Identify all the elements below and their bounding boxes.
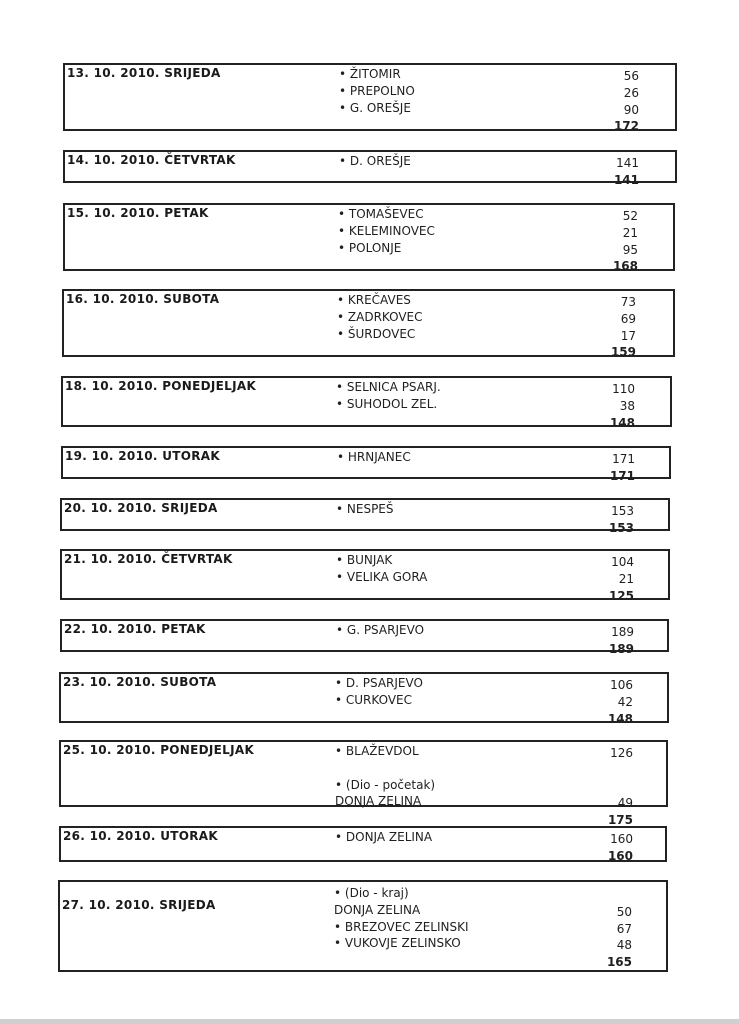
village-list xyxy=(337,449,411,466)
village-name: • (Dio - početak) xyxy=(335,777,436,792)
day-total: 141 xyxy=(613,172,639,187)
day-date: 15. 10. 2010. PETAK xyxy=(67,206,209,220)
village-count: 160 xyxy=(610,832,633,846)
day-block xyxy=(62,289,675,360)
day-block xyxy=(63,203,675,274)
village-name xyxy=(335,760,435,777)
village-list xyxy=(337,292,423,342)
village-count xyxy=(572,887,632,904)
village-name: • KREČAVES xyxy=(337,293,411,307)
day-date: 19. 10. 2010. UTORAK xyxy=(65,449,220,463)
village-name: DONJA ZELINA xyxy=(335,794,422,809)
day-date: 23. 10. 2010. SUBOTA xyxy=(63,675,217,689)
village-name: • BUNJAK xyxy=(336,553,393,567)
village-count: 21 xyxy=(622,225,638,240)
day-total: 160 xyxy=(607,848,633,863)
village-name: • HRNJANEC xyxy=(337,450,411,464)
village-name: • BREZOVEC ZELINSKI xyxy=(334,919,469,934)
village-count: 90 xyxy=(623,102,639,117)
count-column xyxy=(575,451,635,485)
village-count: 50 xyxy=(616,904,632,919)
day-date: 25. 10. 2010. PONEDJELJAK xyxy=(63,743,255,757)
village-list xyxy=(336,501,394,518)
village-count: 42 xyxy=(617,694,633,709)
village-list xyxy=(334,885,469,952)
village-list xyxy=(336,379,441,413)
village-count: 21 xyxy=(618,571,634,586)
day-block xyxy=(59,826,667,862)
village-count: 48 xyxy=(616,938,632,953)
village-count xyxy=(573,762,633,779)
day-total: 148 xyxy=(609,415,635,430)
day-date: 16. 10. 2010. SUBOTA xyxy=(66,292,220,306)
day-block xyxy=(61,446,671,483)
village-list xyxy=(336,552,427,586)
count-column xyxy=(573,745,633,829)
day-total: 171 xyxy=(609,468,635,483)
day-block xyxy=(63,150,677,187)
village-count: 95 xyxy=(622,242,638,257)
day-block xyxy=(63,63,677,134)
count-column xyxy=(574,503,634,537)
village-name: DONJA ZELINA xyxy=(334,902,421,917)
village-count: 38 xyxy=(619,398,635,413)
day-date: 18. 10. 2010. PONEDJELJAK xyxy=(65,379,257,393)
day-block xyxy=(60,619,669,656)
day-block xyxy=(59,740,668,828)
village-count: 104 xyxy=(611,555,634,569)
village-name: • VELIKA GORA xyxy=(336,569,428,584)
count-column xyxy=(573,831,633,865)
village-count: 141 xyxy=(616,156,639,170)
day-date: 27. 10. 2010. SRIJEDA xyxy=(62,898,216,912)
village-name: • ŽITOMIR xyxy=(339,67,401,81)
count-column xyxy=(574,554,634,604)
village-name: • G. PSARJEVO xyxy=(336,623,425,637)
count-column xyxy=(574,624,634,658)
village-name: • TOMAŠEVEC xyxy=(338,207,424,221)
village-count: 153 xyxy=(611,504,634,518)
day-date: 21. 10. 2010. ČETVRTAK xyxy=(64,552,233,566)
day-block xyxy=(61,376,672,430)
day-block xyxy=(58,880,668,972)
count-column xyxy=(575,381,635,431)
village-name: • SUHODOL ZEL. xyxy=(336,396,438,411)
village-name: • PREPOLNO xyxy=(339,83,415,98)
village-name: • KELEMINOVEC xyxy=(338,223,435,238)
village-name: • BLAŽEVDOL xyxy=(335,744,419,758)
village-count: 106 xyxy=(610,678,633,692)
village-list xyxy=(339,153,411,170)
village-count: 69 xyxy=(620,311,636,326)
day-block xyxy=(60,549,670,603)
day-date: 26. 10. 2010. UTORAK xyxy=(63,829,218,843)
village-name: • DONJA ZELINA xyxy=(335,830,433,844)
village-count: 126 xyxy=(610,746,633,760)
village-count: 26 xyxy=(623,85,639,100)
village-list xyxy=(335,743,435,810)
village-name: • ŠURDOVEC xyxy=(337,326,416,341)
village-name: • D. PSARJEVO xyxy=(335,676,423,690)
count-column xyxy=(576,294,636,361)
village-name: • CURKOVEC xyxy=(335,692,413,707)
village-list xyxy=(336,622,424,639)
day-total: 168 xyxy=(612,259,638,274)
village-count: 56 xyxy=(623,69,639,83)
village-count: 110 xyxy=(612,382,635,396)
village-count: 49 xyxy=(617,796,633,811)
village-count: 17 xyxy=(620,328,636,343)
village-count: 52 xyxy=(622,209,638,223)
count-column xyxy=(579,68,639,135)
village-count: 67 xyxy=(616,921,632,936)
count-column xyxy=(573,677,633,727)
village-name: • G. OREŠJE xyxy=(339,100,411,115)
village-count xyxy=(573,779,633,796)
count-column xyxy=(572,887,632,971)
day-total: 165 xyxy=(606,955,632,970)
village-name: • (Dio - kraj) xyxy=(334,886,409,900)
day-date: 22. 10. 2010. PETAK xyxy=(64,622,206,636)
village-name: • SELNICA PSARJ. xyxy=(336,380,441,394)
day-block xyxy=(59,672,669,726)
village-list xyxy=(338,206,435,256)
day-date: 14. 10. 2010. ČETVRTAK xyxy=(67,153,236,167)
day-total: 189 xyxy=(608,641,634,656)
count-column xyxy=(578,208,638,275)
day-block xyxy=(60,498,670,535)
day-total: 148 xyxy=(607,711,633,726)
village-count: 73 xyxy=(620,295,636,309)
village-name: • D. OREŠJE xyxy=(339,154,411,168)
village-name: • ZADRKOVEC xyxy=(337,309,423,324)
village-list xyxy=(339,66,415,116)
village-name: • NESPEŠ xyxy=(336,502,394,516)
village-name: • VUKOVJE ZELINSKO xyxy=(334,936,461,951)
village-list xyxy=(335,829,432,846)
day-date: 20. 10. 2010. SRIJEDA xyxy=(64,501,218,515)
day-total: 175 xyxy=(607,813,633,828)
day-total: 172 xyxy=(613,119,639,134)
day-date: 13. 10. 2010. SRIJEDA xyxy=(67,66,221,80)
day-total: 125 xyxy=(608,588,634,603)
village-count: 189 xyxy=(611,625,634,639)
bottom-scan-edge xyxy=(0,1019,739,1024)
village-list xyxy=(335,675,423,709)
village-name: • POLONJE xyxy=(338,240,402,255)
day-total: 159 xyxy=(610,345,636,360)
day-total: 153 xyxy=(608,520,634,535)
count-column xyxy=(579,155,639,189)
village-count: 171 xyxy=(612,452,635,466)
